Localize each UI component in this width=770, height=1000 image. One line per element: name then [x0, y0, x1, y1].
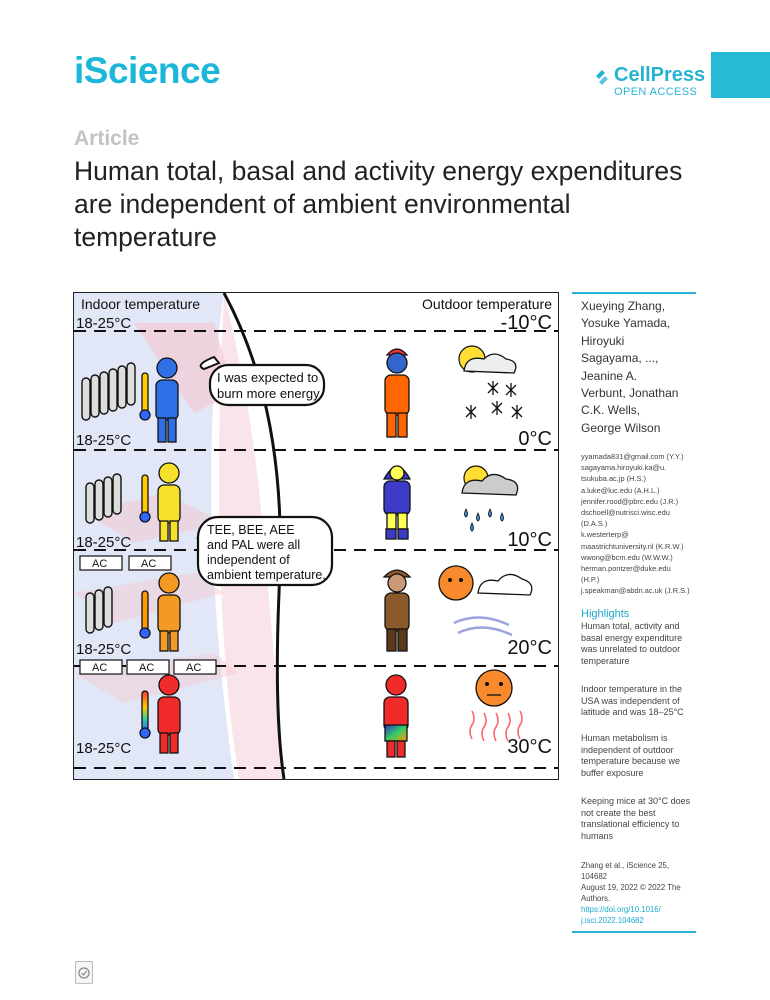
ac-label: AC [92, 662, 108, 674]
outdoor-person-winter [385, 349, 409, 437]
cellpress-logo [593, 64, 705, 87]
citation-block [581, 860, 696, 926]
email-line[interactable]: yyamada831@gmail.com (Y.Y.) [581, 452, 684, 461]
speech-bubble-2 [198, 517, 332, 585]
check-updates-icon [78, 967, 90, 979]
email-line[interactable]: tsukuba.ac.jp (H.S.) [581, 474, 646, 484]
email-line[interactable]: maastrichtuniversity.nl (K.R.W.) [581, 541, 684, 551]
email-line[interactable]: j.speakman@abdn.ac.uk (J.R.S.) [581, 586, 690, 596]
indoor-temp-1: 18-25°C [76, 315, 132, 332]
indoor-temperature-label: Indoor temperature [81, 296, 201, 312]
email-line[interactable]: (H.P.) [581, 575, 600, 585]
speech-1-line-2: burn more energy [217, 386, 320, 401]
outdoor-person-brown [384, 570, 410, 651]
highlight-item: Human metabolism is independent of outdoor temperature because we buffer exposure [581, 733, 681, 778]
email-line[interactable]: (D.A.S.) [581, 519, 608, 529]
journal-logo: iScience [74, 50, 221, 91]
author-line: George Wilson [581, 420, 661, 435]
citation-line: 104682 [581, 872, 608, 881]
check-for-updates-badge[interactable] [75, 961, 93, 984]
speech-2-line-2: and PAL were all [207, 538, 301, 552]
author-line: Xueying Zhang, [581, 299, 666, 313]
doi-link[interactable]: https://doi.org/10.1016/ [581, 905, 661, 914]
ac-label: AC [92, 558, 108, 570]
indoor-temp-3: 18-25°C [76, 534, 132, 551]
email-line[interactable]: jennifer.rood@pbrc.edu (J.R.) [581, 496, 679, 506]
author-line: Jeanine A. [581, 368, 638, 383]
email-line[interactable]: a.luke@luc.edu (A.H.L.) [581, 485, 660, 495]
open-access-label: OPEN ACCESS [614, 86, 698, 98]
graphical-abstract [73, 292, 559, 780]
email-line[interactable]: wwong@bcm.edu (W.W.W.) [581, 552, 673, 562]
outdoor-temp-10: 10°C [507, 529, 552, 551]
outdoor-temp-0: 0°C [518, 428, 552, 450]
cellpress-accent-bar [711, 52, 770, 98]
email-line[interactable]: dschoell@nutrisci.wisc.edu [581, 508, 670, 518]
hot-sun-weather-icon [470, 670, 522, 741]
outdoor-temp-minus10: -10°C [500, 312, 552, 334]
author-line: C.K. Wells, [581, 403, 641, 418]
ac-label: AC [186, 662, 202, 674]
windy-sun-weather-icon [439, 566, 532, 635]
correspondence-emails [581, 451, 696, 597]
rain-weather-icon [462, 466, 518, 531]
outdoor-temp-20: 20°C [507, 637, 552, 659]
highlight-item: Human total, activity and basal energy expenditure was unrelated to outdoor temperature [581, 621, 683, 666]
email-line[interactable]: sagayama.hiroyuki.ka@u. [581, 463, 667, 473]
author-line: Yosuke Yamada, [581, 316, 671, 331]
cellpress-mark-icon [593, 67, 611, 85]
citation-line: Authors. [581, 894, 611, 903]
email-line[interactable]: k.westerterp@ [581, 530, 629, 540]
speech-2-line-4: ambient temperature. [207, 568, 326, 582]
highlight-item: Keeping mice at 30°C does not create the best translational efficiency to humans [581, 796, 691, 841]
doi-link[interactable]: j.isci.2022.104682 [581, 916, 644, 925]
highlight-item: Indoor temperature in the USA was independent of latitude and was 18–25°C [581, 684, 684, 718]
speech-2-line-3: independent of [207, 553, 290, 567]
sidebar-rule [572, 292, 696, 294]
cellpress-name: CellPress [614, 64, 706, 86]
outdoor-person-raincoat [384, 466, 410, 539]
outdoor-temperature-label: Outdoor temperature [422, 296, 552, 312]
indoor-temp-4: 18-25°C [76, 641, 132, 658]
author-line: Verbunt, Jonathan [581, 386, 679, 401]
email-line[interactable]: herman.pontzer@duke.edu [581, 564, 671, 574]
indoor-temp-2: 18-25°C [76, 432, 132, 449]
snow-weather-icon [459, 346, 522, 419]
highlights-heading: Highlights [581, 608, 630, 620]
outdoor-person-summer [384, 675, 408, 757]
indoor-temp-5: 18-25°C [76, 740, 132, 757]
article-type: Article [74, 127, 140, 150]
radiator-icon-3 [86, 587, 112, 633]
speech-2-line-1: TEE, BEE, AEE [207, 523, 295, 537]
author-line: Hiroyuki [581, 333, 625, 348]
speech-1-line-1: I was expected to [217, 370, 319, 385]
sidebar-bottom-rule [572, 931, 696, 933]
ac-label: AC [141, 558, 157, 570]
citation-line: August 19, 2022 © 2022 The [581, 883, 681, 892]
article-title: Human total, basal and activity energy expenditures are independent of ambient environmental temperature [74, 156, 683, 252]
outdoor-temp-30: 30°C [507, 736, 552, 758]
author-list [581, 298, 696, 437]
author-line: Sagayama, ..., [581, 351, 659, 366]
citation-line: Zhang et al., iScience 25, [581, 861, 669, 870]
ac-label: AC [139, 662, 155, 674]
